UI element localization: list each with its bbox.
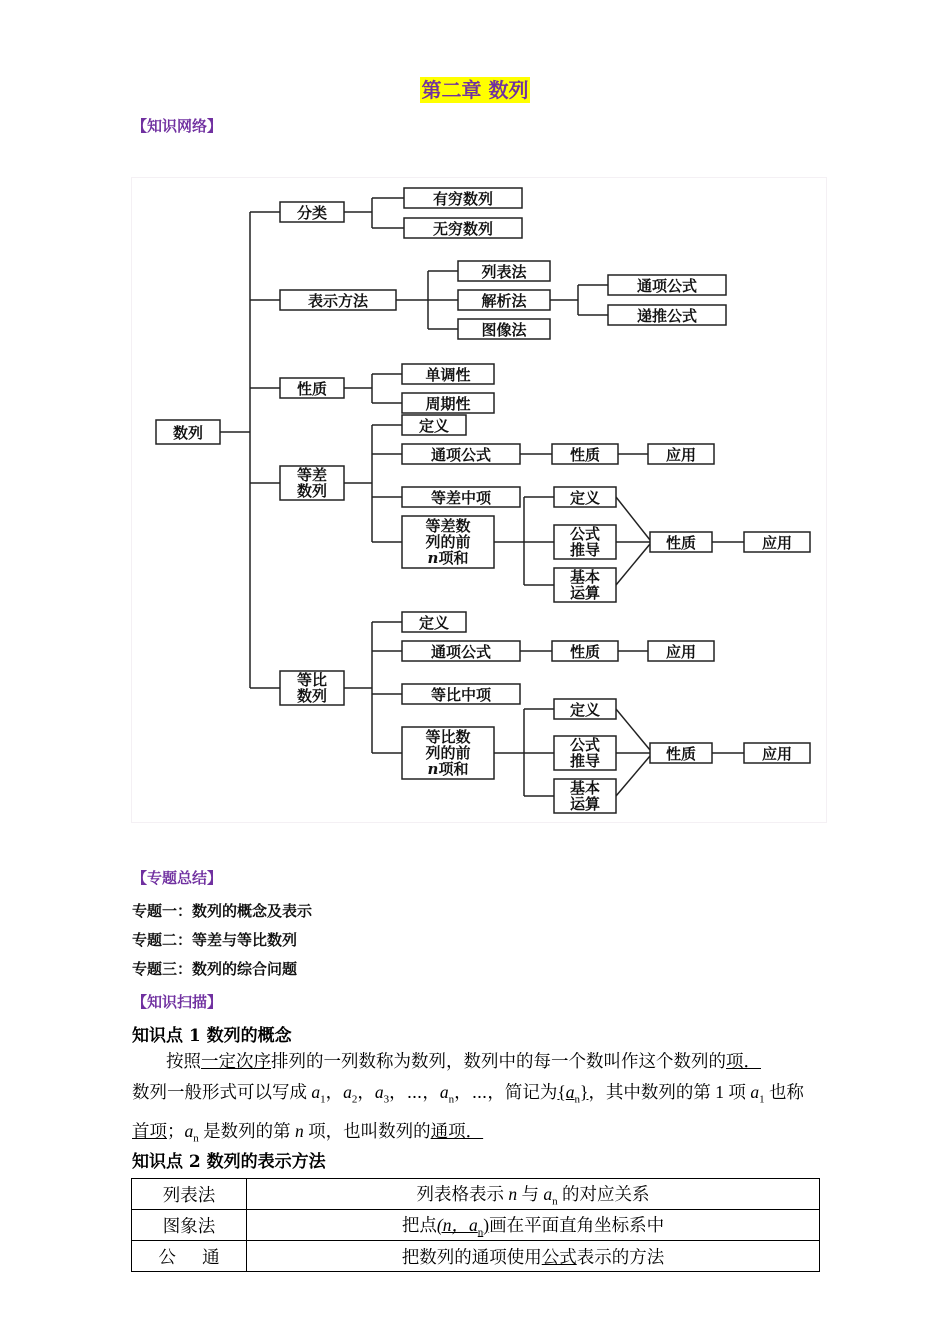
label-infinite: 无穷数列 <box>432 220 494 238</box>
label-arith-definition: 定义 <box>418 417 450 435</box>
label-arith-basic-1: 基本 <box>569 568 601 586</box>
table-cell-content: 把数列的通项使用公式表示的方法 <box>247 1241 820 1272</box>
label-arith-mean: 等差中项 <box>430 489 492 507</box>
topic-item: 专题一：数列的概念及表示 <box>132 902 313 920</box>
section-topic-summary: 【专题总结】 <box>132 869 223 887</box>
kp1-paragraph <box>132 1046 822 1154</box>
label-geo-sum-rest: 项和 <box>438 760 469 778</box>
kp1-line-1: 按照一定次序排列的一列数称为数列，数列中的每一个数叫作这个数列的项． <box>166 1051 761 1071</box>
label-arithmetic-1: 等差 <box>296 466 328 484</box>
table-row <box>132 1241 820 1272</box>
label-geo-basic-1: 基本 <box>569 779 601 797</box>
label-root: 数列 <box>172 424 204 442</box>
underline-general-term: 通项． <box>430 1120 484 1141</box>
label-representation: 表示方法 <box>307 292 369 310</box>
label-list-method: 列表法 <box>481 263 527 281</box>
label-arith-derive-1: 公式 <box>569 525 601 543</box>
label-geo-definition: 定义 <box>418 614 450 632</box>
table-row <box>132 1179 820 1210</box>
label-geo-sum-1: 等比数 <box>425 728 471 746</box>
label-geo-sum-3 <box>428 760 469 778</box>
section-knowledge-network: 【知识网络】 <box>132 117 223 135</box>
table-cell-label: 列表法 <box>132 1179 247 1210</box>
label-arith-sum-rest: 项和 <box>438 549 469 567</box>
label-geo-sum-application: 应用 <box>761 745 793 763</box>
label-arithmetic-2: 数列 <box>296 482 328 500</box>
underline-fixed-order: 一定次序 <box>201 1051 271 1071</box>
label-arith-definition-2: 定义 <box>569 489 601 507</box>
label-geo-derive-2: 推导 <box>569 752 601 770</box>
label-geo-formula-application: 应用 <box>665 643 697 661</box>
label-geo-derive-1: 公式 <box>569 736 601 754</box>
label-geometric-1: 等比 <box>296 671 328 689</box>
underline-first-term: 首项 <box>132 1120 167 1141</box>
table-cell-label: 图象法 <box>132 1210 247 1241</box>
table-row <box>132 1210 820 1241</box>
label-periodic: 周期性 <box>425 395 471 413</box>
label-general-formula: 通项公式 <box>636 277 698 295</box>
label-geo-sum-n: n <box>427 760 439 778</box>
kp1-heading: 知识点 1 数列的概念 <box>132 1026 292 1046</box>
label-arith-sum-2: 列的前 <box>425 533 471 551</box>
label-arith-sum-3 <box>428 549 469 567</box>
underline-sequence-notation: $\{a_n\}$ <box>557 1082 589 1106</box>
kp1-line-2: 数列一般形式可以写成 $a_1$，$a_2$，$a_3$，⋯，$a_n$，⋯，简记为$\{a_n\}$，其中数列的第 1 项 $a_1$ 也称 <box>132 1082 804 1106</box>
label-monotonic: 单调性 <box>425 366 471 384</box>
page-title-text: 第二章 数列 <box>421 78 529 102</box>
kp2-heading: 知识点 2 数列的表示方法 <box>132 1152 326 1172</box>
label-geo-formula-property: 性质 <box>569 643 601 661</box>
label-geometric-2: 数列 <box>296 687 328 705</box>
label-arith-sum-n: n <box>427 549 439 567</box>
section-knowledge-scan: 【知识扫描】 <box>132 993 223 1011</box>
table-cell-content: 列表格表示 n 与 $a_n$ 的对应关系 <box>247 1179 820 1210</box>
label-arith-formula-application: 应用 <box>665 446 697 464</box>
label-geo-sum-2: 列的前 <box>425 744 471 762</box>
label-arith-sum-1: 等差数 <box>425 517 471 535</box>
label-geo-mean: 等比中项 <box>430 686 492 704</box>
label-property: 性质 <box>296 380 328 398</box>
kp1-line-3: 首项；$a_n$ 是数列的第 n 项，也叫数列的通项． <box>132 1120 484 1144</box>
label-arith-formula-property: 性质 <box>569 446 601 464</box>
label-arith-general-formula: 通项公式 <box>430 446 492 464</box>
label-analytic-method: 解析法 <box>481 292 527 310</box>
table-cell-label: 公 通 <box>132 1241 247 1272</box>
label-classify: 分类 <box>296 204 328 222</box>
knowledge-network-diagram <box>132 178 826 822</box>
label-recursive-formula: 递推公式 <box>636 307 698 325</box>
label-graph-method: 图像法 <box>481 321 527 339</box>
label-finite: 有穷数列 <box>432 190 494 208</box>
page-title <box>0 74 950 103</box>
label-geo-sum-property: 性质 <box>665 745 697 763</box>
label-geo-basic-2: 运算 <box>569 795 601 813</box>
table-cell-content: 把点(n，$a_n$)画在平面直角坐标系中 <box>247 1210 820 1241</box>
label-arith-sum-application: 应用 <box>761 534 793 552</box>
topic-item: 专题二：等差与等比数列 <box>132 931 298 949</box>
label-geo-definition-2: 定义 <box>569 701 601 719</box>
representation-table <box>131 1178 820 1272</box>
label-arith-basic-2: 运算 <box>569 584 601 602</box>
topic-item: 专题三：数列的综合问题 <box>132 960 298 978</box>
label-arith-sum-property: 性质 <box>665 534 697 552</box>
label-geo-general-formula: 通项公式 <box>430 643 492 661</box>
label-arith-derive-2: 推导 <box>569 541 601 559</box>
underline-term: 项． <box>726 1051 761 1071</box>
